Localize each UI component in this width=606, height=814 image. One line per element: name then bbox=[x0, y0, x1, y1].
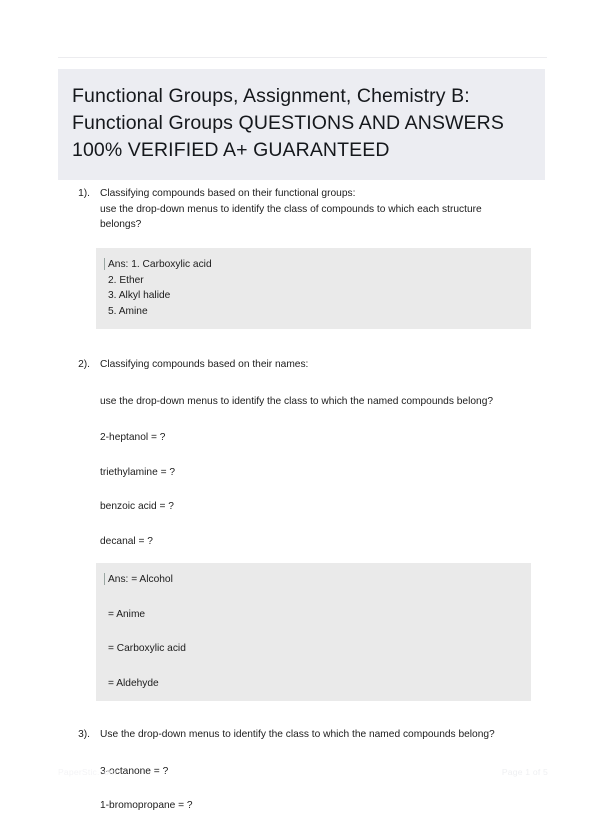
question-item bbox=[0, 186, 606, 234]
question-line: triethylamine = ? bbox=[100, 466, 176, 478]
question-line: Classifying compounds based on their names: bbox=[100, 359, 309, 370]
spacer bbox=[0, 329, 606, 357]
question-number: 1). bbox=[78, 188, 90, 199]
question-item bbox=[0, 357, 606, 549]
document-body bbox=[0, 186, 606, 814]
question-number: 2). bbox=[78, 359, 90, 370]
answer-block bbox=[96, 248, 531, 329]
page-title: Functional Groups, Assignment, Chemistry B: Functional Groups QUESTIONS AND ANSWERS 100% VERIFIED A+ GUARANTEED bbox=[72, 85, 504, 161]
question-line: belongs? bbox=[100, 219, 142, 230]
answer-line: 5. Amine bbox=[108, 305, 148, 317]
answer-line: = Anime bbox=[108, 608, 146, 620]
answer-line: 3. Alkyl halide bbox=[108, 290, 171, 301]
footer-watermark: PaperStic.com bbox=[58, 767, 117, 777]
answer-line: 2. Ether bbox=[108, 274, 144, 286]
question-text bbox=[100, 357, 540, 549]
question-number: 3). bbox=[78, 729, 90, 740]
spacer bbox=[0, 701, 606, 727]
question-line: decanal = ? bbox=[100, 535, 153, 547]
question-line: use the drop-down menus to identify the class of compounds to which each structure bbox=[100, 203, 482, 215]
answer-line: Ans: 1. Carboxylic acid bbox=[96, 257, 531, 273]
document-title-block bbox=[58, 69, 545, 180]
question-line: benzoic acid = ? bbox=[100, 501, 174, 512]
question-line: use the drop-down menus to identify the class to which the named compounds belong? bbox=[100, 395, 494, 407]
question-line: Use the drop-down menus to identify the class to which the named compounds belong? bbox=[100, 729, 495, 740]
question-line: 2-heptanol = ? bbox=[100, 432, 166, 443]
question-line: 1-bromopropane = ? bbox=[100, 800, 193, 811]
question-line: Classifying compounds based on their functional groups: bbox=[100, 188, 356, 199]
answer-line: = Carboxylic acid bbox=[108, 643, 186, 654]
header-divider bbox=[58, 57, 547, 58]
page-footer bbox=[0, 767, 606, 787]
page-indicator: Page 1 of 5 bbox=[501, 767, 548, 777]
answer-line: Ans: = Alcohol bbox=[96, 572, 531, 588]
spacer bbox=[0, 549, 606, 563]
question-line: 3-octanone = ? bbox=[100, 765, 169, 777]
question-text bbox=[100, 186, 540, 233]
spacer bbox=[0, 234, 606, 248]
answer-block bbox=[96, 563, 531, 701]
answer-line: = Aldehyde bbox=[108, 677, 159, 689]
